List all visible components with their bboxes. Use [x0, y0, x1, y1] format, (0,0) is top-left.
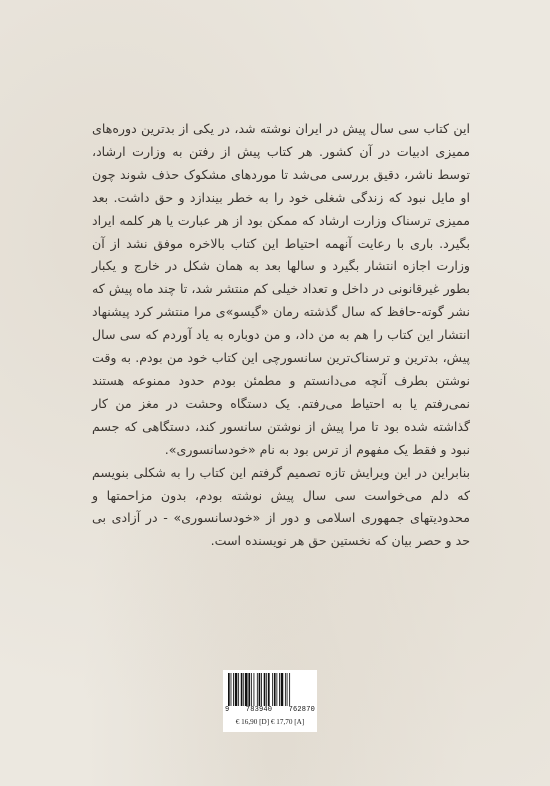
barcode-bar	[248, 673, 250, 706]
isbn-barcode	[223, 670, 317, 732]
barcode-bar	[235, 673, 238, 706]
isbn-number	[225, 706, 315, 714]
barcode-bar	[264, 673, 266, 706]
barcode-bar	[243, 673, 244, 706]
barcode-bar	[241, 673, 243, 706]
isbn-digit-group: 9	[225, 706, 230, 714]
barcode-bar	[245, 673, 248, 706]
barcode-bar	[285, 673, 286, 706]
barcode-bar	[233, 673, 234, 706]
barcode-bar	[259, 673, 261, 706]
barcode-bar	[281, 673, 284, 706]
blurb-paragraph-1: این کتاب سی سال پیش در ایران نوشته شد، در یکی از بدترین دوره‌های ممیزی ادبیات در آن کشور. هر کتاب پیش از رفتن به وزارت ارشاد، توسط ناشر، دقیق بررسی می‌شد تا موردهای مشکوک حذف شوند چون او مایل نبود که زندگی شغلی خود را به خطر بیندازد و حق داشت. بعد ممیزی ترسناک وزارت ارشاد که ممکن بود از هر عبارت یا هر کلمه ایراد بگیرد. باری با رعایت آنهمه احتیاط این کتاب بالاخره موفق نشد از آن وزارت اجازه انتشار بگیرد و سالها بعد به همان شکل در خارج و یکبار بطور غیرقانونی در داخل و تعداد خیلی کم منتشر شد، تا چند ماه پیش که نشر گوته-حافظ که سال گذشته رمان «گیسو»ی مرا منتشر کرد پیشنهاد انتشار این کتاب را هم به من داد، و من دوباره به یاد آوردم که سی سال پیش، بدترین و ترسناک‌ترین سانسورچی این کتاب خود من بودم. به وقت نوشتن بطرف آنچه می‌دانستم و مطمئن بودم حدود ممنوعه هستند نمی‌رفتم یا به احتیاط می‌رفتم. یک دستگاه وحشت در مغز من کار گذاشته شده بود تا مرا پیش از نوشتن سانسور کند، دستگاهی که جسم نبود و فقط یک مفهوم از ترس بود به نام «خودسانسوری».	[92, 121, 470, 457]
barcode-bar	[251, 673, 252, 706]
blurb-paragraph-2: بنابراین در این ویرایش تازه تصمیم گرفتم این کتاب را به شکلی بنویسم که دلم می‌خواست سی سال پیش نوشته بودم، بدون مزاحمتها و محدودیتهای جمهوری اسلامی و دور از «خودسانسوری» - در آزادی بی حد و حصر بیان که نخستین حق هر نویسنده است.	[92, 464, 470, 549]
barcode-bar	[228, 673, 230, 706]
isbn-digit-group: 762870	[288, 706, 315, 714]
barcode-bar	[261, 673, 262, 706]
barcode-bars	[227, 673, 313, 707]
barcode-bar	[257, 673, 258, 706]
barcode-bar	[276, 673, 277, 706]
barcode-bar	[238, 673, 239, 706]
barcode-bar	[272, 673, 273, 706]
barcode-bar	[266, 673, 267, 706]
price-label: € 16,90 [D] € 17,70 [A]	[235, 718, 305, 726]
barcode-bar	[231, 673, 232, 706]
barcode-bar	[279, 673, 280, 706]
blurb-text	[92, 118, 470, 553]
barcode-bar	[254, 673, 255, 706]
barcode-bar	[289, 673, 290, 706]
barcode-bar	[274, 673, 276, 706]
isbn-digit-group: 783940	[245, 706, 273, 714]
barcode-bar	[287, 673, 288, 706]
barcode-bar	[268, 673, 270, 706]
